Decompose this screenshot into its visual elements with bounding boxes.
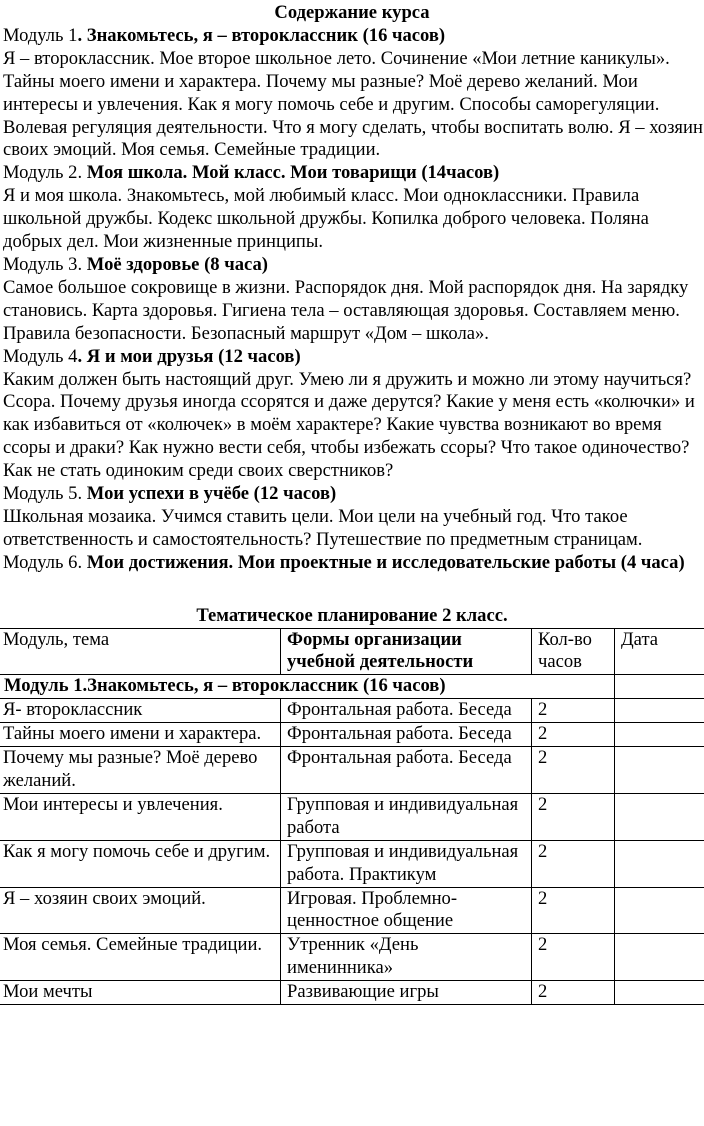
row-date [615, 699, 704, 723]
row-forms: Игровая. Проблемно-ценностное общение [281, 887, 532, 934]
row-date [615, 887, 704, 934]
section-date-cell [615, 675, 704, 699]
row-forms: Фронтальная работа. Беседа [281, 723, 532, 747]
row-hours: 2 [532, 981, 615, 1005]
row-forms: Групповая и индивидуальная работа. Практикум [281, 840, 532, 887]
row-hours: 2 [532, 793, 615, 840]
row-hours: 2 [532, 840, 615, 887]
row-date [615, 747, 704, 794]
module-heading [3, 162, 704, 185]
module-title: Моя школа. Мой класс. Мои товарищи (14часов) [86, 162, 500, 184]
module-heading [3, 254, 704, 277]
module-heading [3, 552, 704, 575]
module-description: Школьная мозаика. Учимся ставить цели. Мои цели на учебный год. Что такое ответственность и самостоятельность? Путешествие по предметным страницам. [3, 505, 643, 550]
header-forms: Формы организации учебной деятельности [281, 628, 532, 675]
header-topic: Модуль, тема [0, 628, 281, 675]
module-prefix: Модуль 6. [3, 551, 87, 573]
course-content-title: Содержание курса [274, 2, 430, 23]
module-prefix: Модуль 4 [3, 345, 78, 367]
module-description: Самое большое сокровище в жизни. Распорядок дня. Мой распорядок дня. На зарядку становись. Карта здоровья. Гигиена тела – оставляющая здоровья. Составляем меню. Правила безопасности. Безопасный маршрут «Дом – школа». [3, 276, 689, 344]
row-date [615, 840, 704, 887]
module-prefix: Модуль 1 [3, 24, 78, 46]
table-row [0, 981, 704, 1005]
module-prefix: Модуль 3. [3, 253, 87, 275]
plan-table [0, 628, 704, 1006]
row-hours: 2 [532, 887, 615, 934]
table-row [0, 887, 704, 934]
row-forms: Фронтальная работа. Беседа [281, 699, 532, 723]
row-topic: Мои интересы и увлечения. [0, 793, 281, 840]
module-list [0, 25, 704, 575]
module-title: . Знакомьтесь, я – второклассник (16 часов) [77, 24, 446, 46]
table-header-row [0, 628, 704, 675]
row-topic: Я- второклассник [0, 699, 281, 723]
row-date [615, 793, 704, 840]
table-row [0, 793, 704, 840]
section-row [0, 675, 704, 699]
row-topic: Тайны моего имени и характера. [0, 723, 281, 747]
row-topic: Как я могу помочь себе и другим. [0, 840, 281, 887]
row-forms: Утренник «День именинника» [281, 934, 532, 981]
section-title: Модуль 1.Знакомьтесь, я – второклассник (16 часов) [0, 675, 615, 699]
module-heading [3, 25, 704, 48]
row-hours: 2 [532, 934, 615, 981]
module-prefix: Модуль 5. [3, 483, 87, 505]
row-topic: Я – хозяин своих эмоций. [0, 887, 281, 934]
module-title: . Я и мои друзья (12 часов) [77, 345, 301, 367]
module-description: Я – второклассник. Мое второе школьное лето. Сочинение «Мои летние каникулы». Тайны моего имени и характера. Почему мы разные? Моё дерево желаний. Мои интересы и увлечения. Как я могу помочь себе и другим. Способы саморегуляции. Волевая регуляция деятельности. Что я могу сделать, чтобы воспитать волю. Я – хозяин своих эмоций. Моя семья. Семейные традиции. [3, 47, 703, 161]
row-forms: Развивающие игры [281, 981, 532, 1005]
header-date: Дата [615, 628, 704, 675]
table-row [0, 747, 704, 794]
module-title: Мои успехи в учёбе (12 часов) [86, 483, 337, 505]
table-row [0, 840, 704, 887]
row-hours: 2 [532, 747, 615, 794]
table-row [0, 934, 704, 981]
module-description: Я и моя школа. Знакомьтесь, мой любимый класс. Мои одноклассники. Правила школьной дружбы. Кодекс школьной дружбы. Копилка доброго человека. Поляна добрых дел. Мои жизненные принципы. [3, 185, 649, 253]
header-hours: Кол-во часов [532, 628, 615, 675]
row-topic: Мои мечты [0, 981, 281, 1005]
row-hours: 2 [532, 699, 615, 723]
row-hours: 2 [532, 723, 615, 747]
table-row [0, 723, 704, 747]
module-heading [3, 483, 704, 506]
plan-title: Тематическое планирование 2 класс. [196, 604, 508, 626]
row-date [615, 981, 704, 1005]
table-row [0, 699, 704, 723]
module-prefix: Модуль 2. [3, 162, 87, 184]
row-forms: Групповая и индивидуальная работа [281, 793, 532, 840]
row-date [615, 934, 704, 981]
module-heading [3, 346, 704, 369]
module-title: Моё здоровье (8 часа) [86, 253, 268, 275]
row-date [615, 723, 704, 747]
row-topic: Моя семья. Семейные традиции. [0, 934, 281, 981]
module-description: Каким должен быть настоящий друг. Умею ли я дружить и можно ли этому научиться? Ссора. Почему друзья иногда ссорятся и даже дерутся? Какие у меня есть «колючки» и как избавиться от «колючек» в моём характере? Какие чувства возникают во время ссоры и драки? Как нужно вести себя, чтобы избежать ссоры? Что такое одиночество? Как не стать одиноким среди своих сверстников? [3, 368, 695, 482]
row-topic: Почему мы разные? Моё дерево желаний. [0, 747, 281, 794]
module-title: Мои достижения. Мои проектные и исследовательские работы (4 часа) [86, 551, 685, 573]
row-forms: Фронтальная работа. Беседа [281, 747, 532, 794]
document-page [0, 2, 704, 1005]
